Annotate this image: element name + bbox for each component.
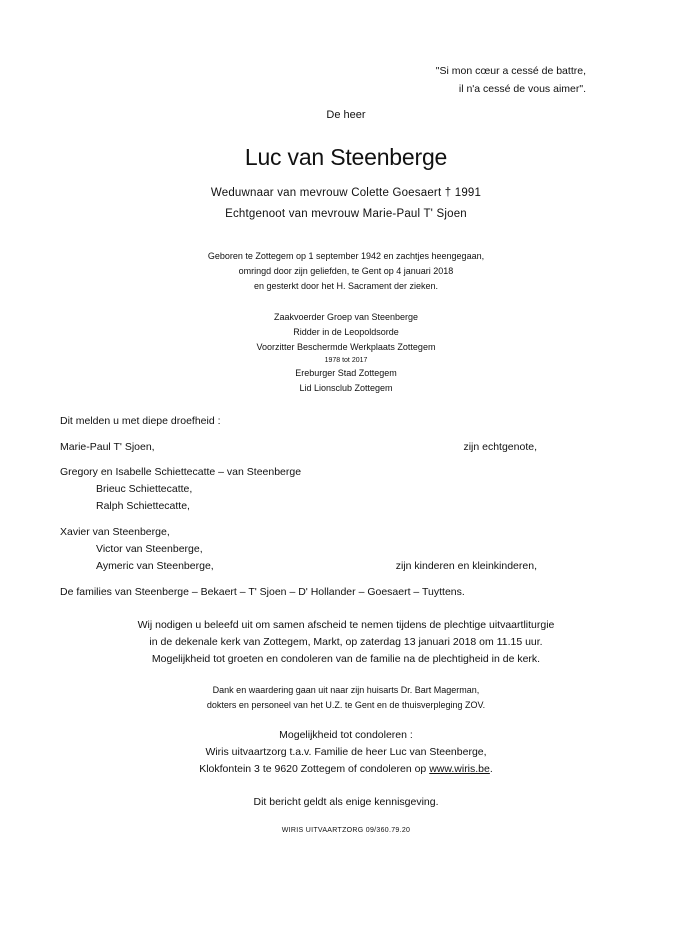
birth-line-2: omringd door zijn geliefden, te Gent op 4 januari 2018 <box>238 266 454 276</box>
title-prefix: De heer <box>326 109 366 121</box>
birth-line-1: Geboren te Zottegem op 1 september 1942 en zachtjes heengegaan, <box>207 251 485 261</box>
grandchild-4: Aymeric van Steenberge, <box>96 560 214 572</box>
birth-line-3: en gesterkt door het H. Sacrament der zieken. <box>253 281 439 291</box>
announcement: Dit melden u met diepe droefheid : <box>60 415 221 427</box>
funeral-invitation <box>0 617 692 668</box>
invite-line-1: Wij nodigen u beleefd uit om samen afscheid te nemen tijdens de plechtige uitvaartliturgie <box>137 619 555 631</box>
families-line: De families van Steenberge – Bekaert – T' Sjoen – D' Hollander – Goesaert – Tuyttens. <box>60 586 465 598</box>
thanks-line-1: Dank en waardering gaan uit naar zijn huisarts Dr. Bart Magerman, <box>212 685 480 695</box>
child-1: Gregory en Isabelle Schiettecatte – van Steenberge <box>60 466 302 478</box>
relation-widower: Weduwnaar van mevrouw Colette Goesaert † 1991 <box>210 187 482 199</box>
condole-line-2: Wiris uitvaartzorg t.a.v. Familie de heer Luc van Steenberge, <box>205 746 487 758</box>
condole-address: Klokfontein 3 te 9620 Zottegem of condoleren op <box>199 763 430 775</box>
condole-period: . <box>489 763 493 775</box>
title-years: 1978 tot 2017 <box>324 357 368 364</box>
relation-spouse: Echtgenoot van mevrouw Marie-Paul T' Sjoen <box>225 208 467 220</box>
funeral-home-footer: WIRIS UITVAARTZORG 09/360.79.20 <box>281 827 411 834</box>
title-line-5: Ereburger Stad Zottegem <box>295 368 397 378</box>
title-line-6: Lid Lionsclub Zottegem <box>299 383 393 393</box>
quote-block <box>436 62 586 98</box>
spouse-role: zijn echtgenote, <box>463 441 537 453</box>
thanks-line-2: dokters en personeel van het U.Z. te Gent en de thuisverpleging ZOV. <box>206 700 486 710</box>
notice-line: Dit bericht geldt als enige kennisgeving. <box>253 796 439 808</box>
grandchild-1: Brieuc Schiettecatte, <box>96 483 193 495</box>
invite-line-3: Mogelijkheid tot groeten en condoleren van de familie na de plechtigheid in de kerk. <box>151 653 541 665</box>
title-line-2: Ridder in de Leopoldsorde <box>293 327 399 337</box>
quote-line-1: "Si mon cœur a cessé de battre, <box>435 65 586 77</box>
grandchild-3: Victor van Steenberge, <box>96 543 203 555</box>
invite-line-2: in de dekenale kerk van Zottegem, Markt, op zaterdag 13 januari 2018 om 11.15 uur. <box>149 636 543 648</box>
condolence-block <box>0 727 692 778</box>
children-role: zijn kinderen en kleinkinderen, <box>395 560 537 572</box>
birth-death-block <box>0 249 692 294</box>
relations-block <box>0 183 692 225</box>
condole-line-3 <box>0 761 692 778</box>
condole-line-1: Mogelijkheid tot condoleren : <box>279 729 413 741</box>
spouse-name: Marie-Paul T' Sjoen, <box>60 441 155 453</box>
thanks-block <box>0 683 692 713</box>
title-line-3: Voorzitter Beschermde Werkplaats Zottegem <box>256 342 436 352</box>
grandchild-2: Ralph Schiettecatte, <box>96 500 190 512</box>
title-line-1: Zaakvoerder Groep van Steenberge <box>273 312 419 322</box>
child-2: Xavier van Steenberge, <box>60 526 170 538</box>
honorary-titles <box>0 310 692 396</box>
wiris-website-link[interactable]: www.wiris.be <box>429 763 490 775</box>
quote-line-2: il n'a cessé de vous aimer". <box>458 83 586 95</box>
deceased-name: Luc van Steenberge <box>244 144 448 170</box>
